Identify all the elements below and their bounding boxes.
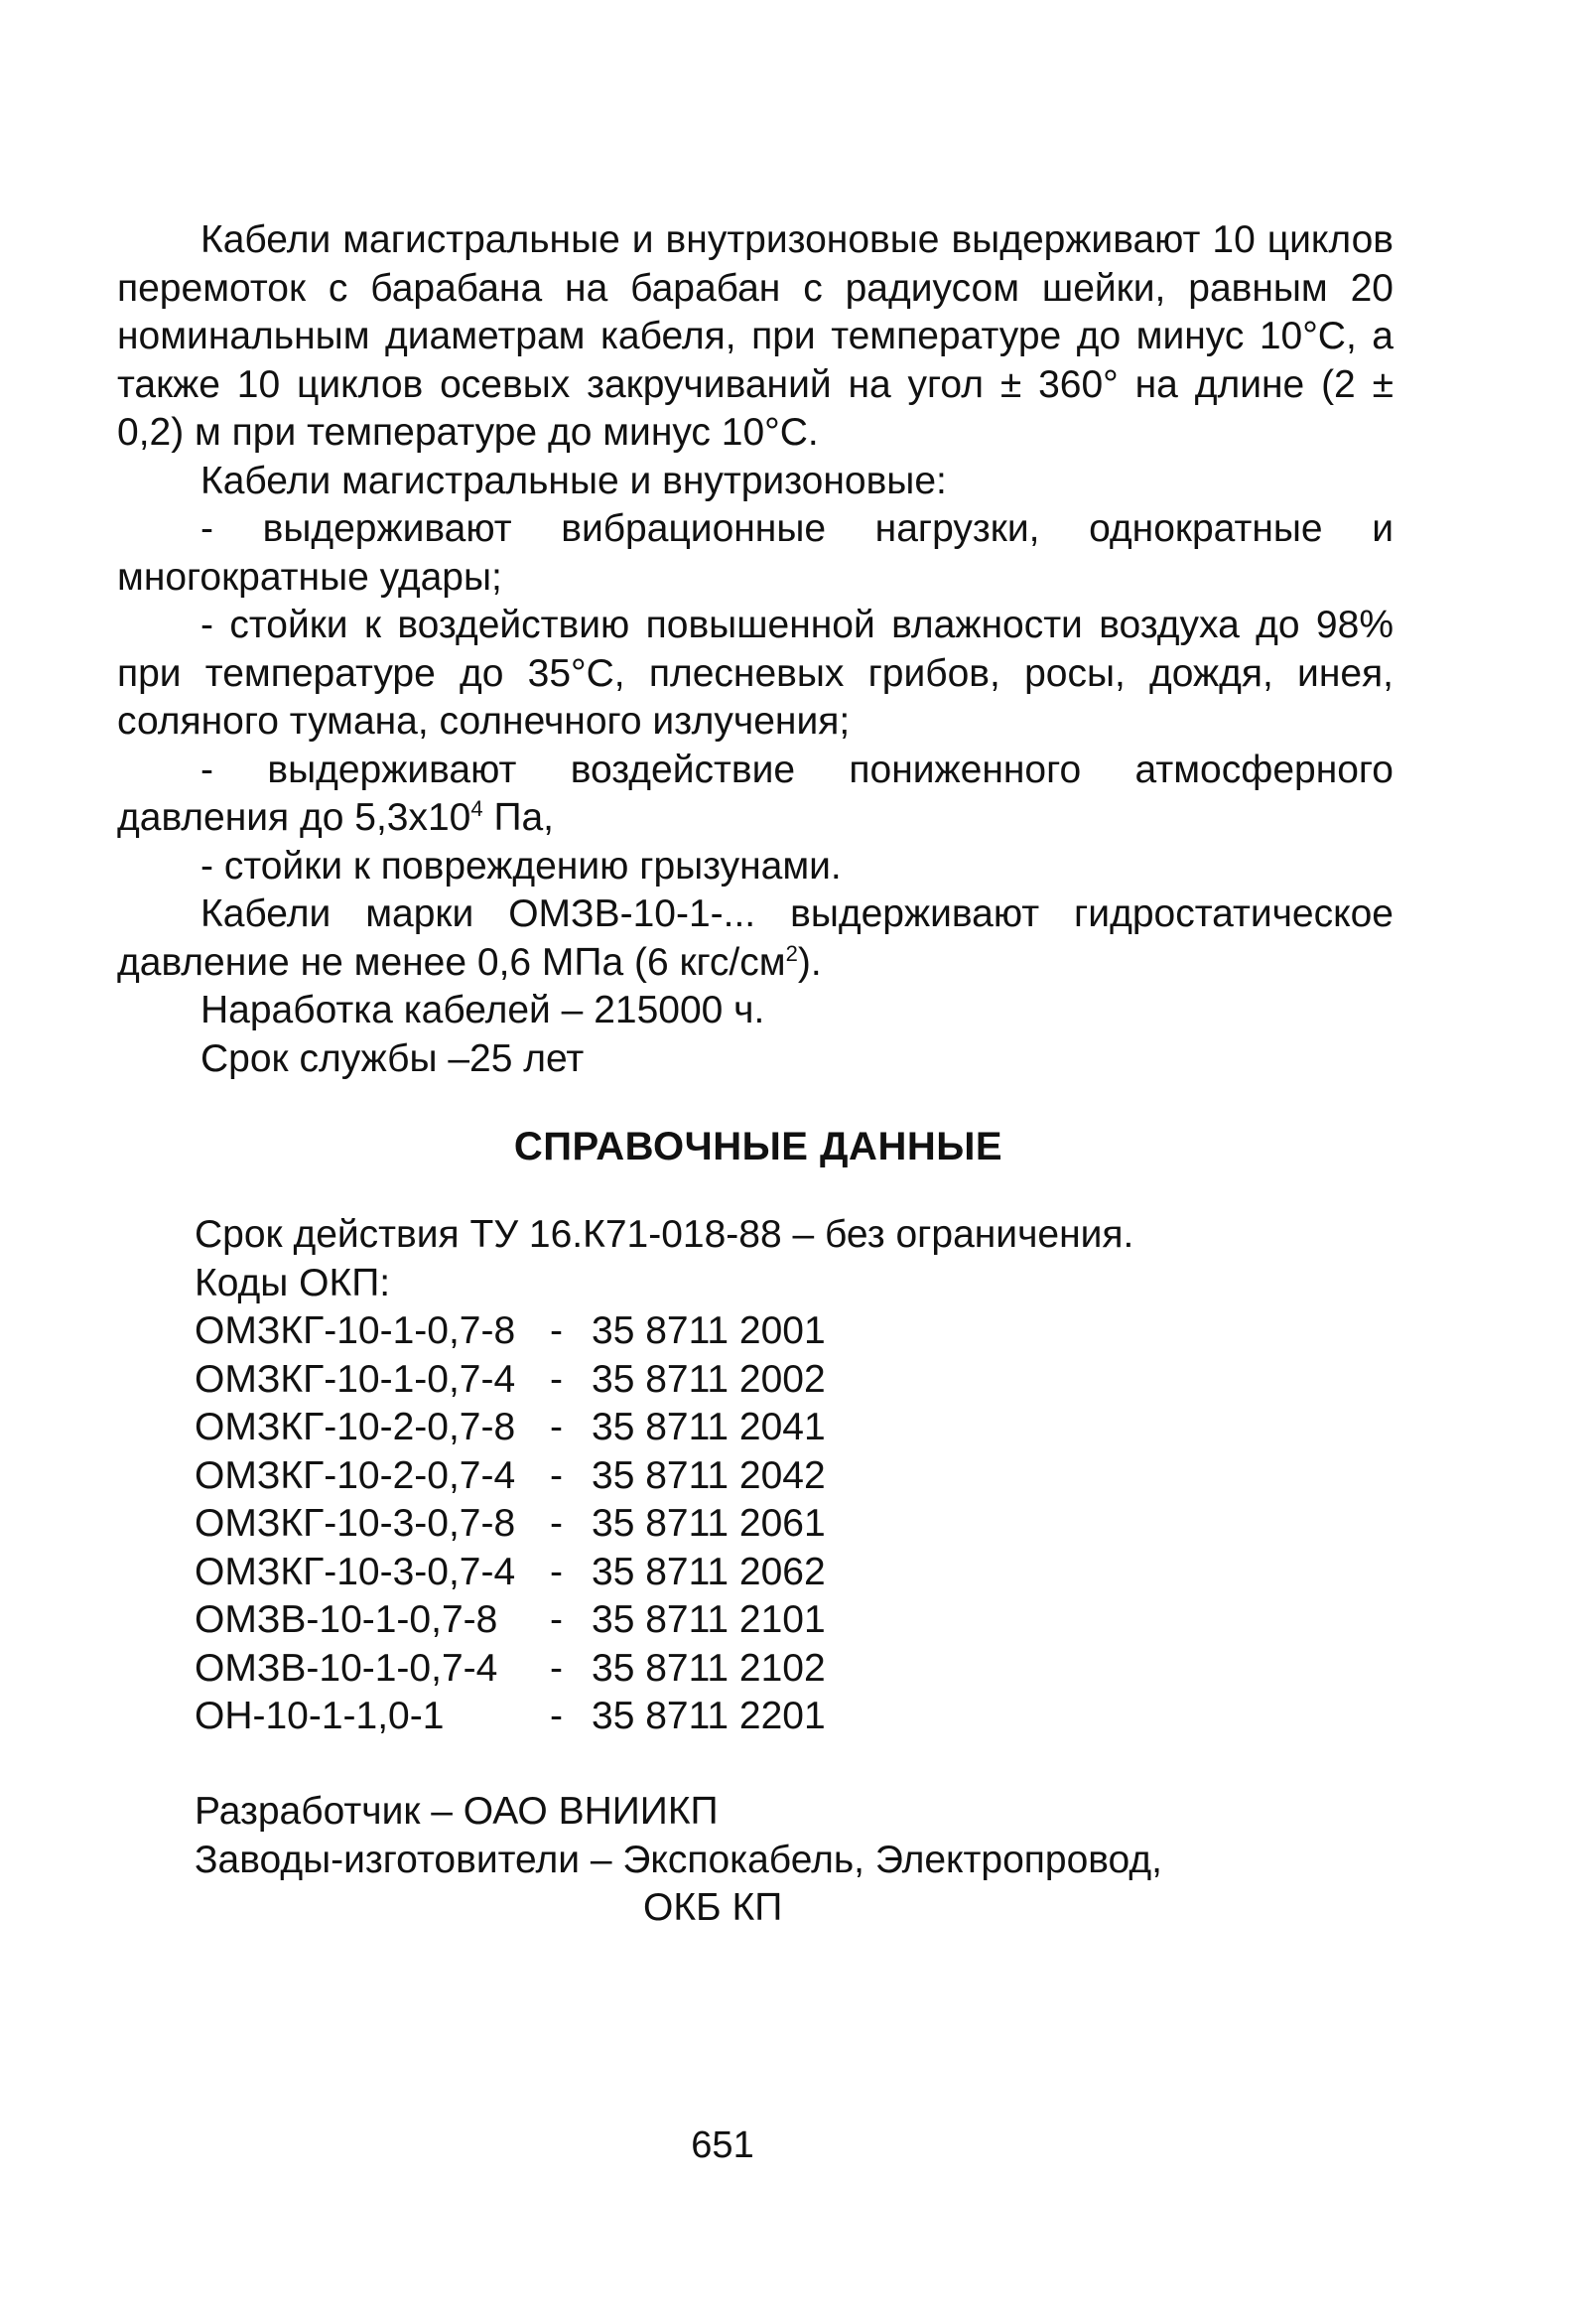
code-separator: - <box>550 1406 563 1448</box>
cable-mark: ОМЗКГ-10-3-0,7-8 <box>195 1502 516 1545</box>
hydrostatic-text: Кабели марки ОМЗВ-10-1-... выдерживают гидростатическое давление не менее 0,6 МПа (6 кгс/см <box>117 892 1394 984</box>
exponent-superscript: 4 <box>470 796 483 821</box>
okp-code: 35 8711 2041 <box>592 1406 826 1448</box>
okp-codes-list <box>195 1307 1386 1741</box>
paragraph-rodents: - стойки к повреждению грызунами. <box>200 844 842 888</box>
low-pressure-unit: Па, <box>482 796 555 839</box>
cable-mark: ОМЗВ-10-1-0,7-8 <box>195 1598 498 1641</box>
okp-code: 35 8711 2062 <box>592 1550 826 1593</box>
paragraph-cables-intro: Кабели магистральные и внутризоновые: <box>200 459 947 502</box>
cable-mark: ОМЗКГ-10-2-0,7-4 <box>195 1453 516 1497</box>
low-pressure-text: - выдерживают воздействие пониженного атмосферного давления до 5,3х10 <box>117 748 1394 839</box>
code-separator: - <box>550 1550 563 1593</box>
code-separator: - <box>550 1502 563 1545</box>
code-row <box>195 1596 1386 1645</box>
okp-code: 35 8711 2001 <box>592 1309 826 1352</box>
code-row <box>195 1356 1386 1405</box>
okp-code: 35 8711 2061 <box>592 1502 826 1545</box>
code-separator: - <box>550 1695 563 1737</box>
reference-data <box>195 1211 1386 1741</box>
page-number: 651 <box>691 2124 754 2166</box>
code-separator: - <box>550 1598 563 1641</box>
paragraph-operating-time: Наработка кабелей – 215000 ч. <box>200 989 765 1031</box>
paragraph-service-life: Срок службы –25 лет <box>200 1036 585 1080</box>
body-text <box>117 216 1394 1083</box>
okp-code: 35 8711 2101 <box>592 1598 826 1641</box>
code-row <box>195 1693 1386 1741</box>
paragraph-hydrostatic <box>117 890 1394 987</box>
paragraph-vibration: - выдерживают вибрационные нагрузки, однократные и многократные удары; <box>117 507 1394 599</box>
okp-code: 35 8711 2042 <box>592 1453 826 1497</box>
okp-code: 35 8711 2201 <box>592 1695 826 1737</box>
manufacturers-continuation: ОКБ КП <box>643 1886 783 1929</box>
code-separator: - <box>550 1309 563 1352</box>
hydrostatic-unit: ). <box>797 940 822 984</box>
code-row <box>195 1452 1386 1501</box>
code-row <box>195 1404 1386 1452</box>
cable-mark: ОМЗКГ-10-3-0,7-4 <box>195 1550 516 1593</box>
cable-mark: ОМЗКГ-10-1-0,7-4 <box>195 1357 516 1401</box>
developer-block <box>195 1788 1386 1933</box>
code-separator: - <box>550 1357 563 1401</box>
paragraph-humidity: - стойки к воздействию повышенной влажности воздуха до 98% при температуре до 35°С, плесневых грибов, росы, дождя, инея, соляного тумана, солнечного излучения; <box>117 604 1394 743</box>
code-row <box>195 1500 1386 1549</box>
validity-line: Срок действия ТУ 16.К71-018-88 – без ограничения. <box>195 1213 1134 1256</box>
code-row <box>195 1645 1386 1694</box>
paragraph-low-pressure <box>117 747 1394 843</box>
okp-code: 35 8711 2102 <box>592 1646 826 1690</box>
developer-line: Разработчик – ОАО ВНИИКП <box>195 1790 719 1833</box>
cable-mark: ОН-10-1-1,0-1 <box>195 1695 445 1737</box>
cable-mark: ОМЗКГ-10-2-0,7-8 <box>195 1406 516 1448</box>
code-separator: - <box>550 1646 563 1690</box>
cable-mark: ОМЗВ-10-1-0,7-4 <box>195 1646 498 1690</box>
okp-code: 35 8711 2002 <box>592 1357 826 1401</box>
manufacturers-line: Заводы-изготовители – Экспокабель, Электропровод, <box>195 1838 1162 1881</box>
code-row <box>195 1549 1386 1597</box>
square-superscript: 2 <box>785 940 798 966</box>
cable-mark: ОМЗКГ-10-1-0,7-8 <box>195 1309 516 1352</box>
paragraph-rewinding-tests: Кабели магистральные и внутризоновые выдерживают 10 циклов перемоток с барабана на барабан с радиусом шейки, равным 20 номинальным диаметрам кабеля, при температуре до минус 10°С, а также 10 циклов осевых закручиваний на угол ± 360° на длине (2 ± 0,2) м при температуре до минус 10°С. <box>117 218 1394 454</box>
codes-title: Коды ОКП: <box>195 1261 391 1304</box>
section-heading: СПРАВОЧНЫЕ ДАННЫЕ <box>513 1125 1003 1168</box>
code-separator: - <box>550 1453 563 1497</box>
code-row <box>195 1307 1386 1356</box>
